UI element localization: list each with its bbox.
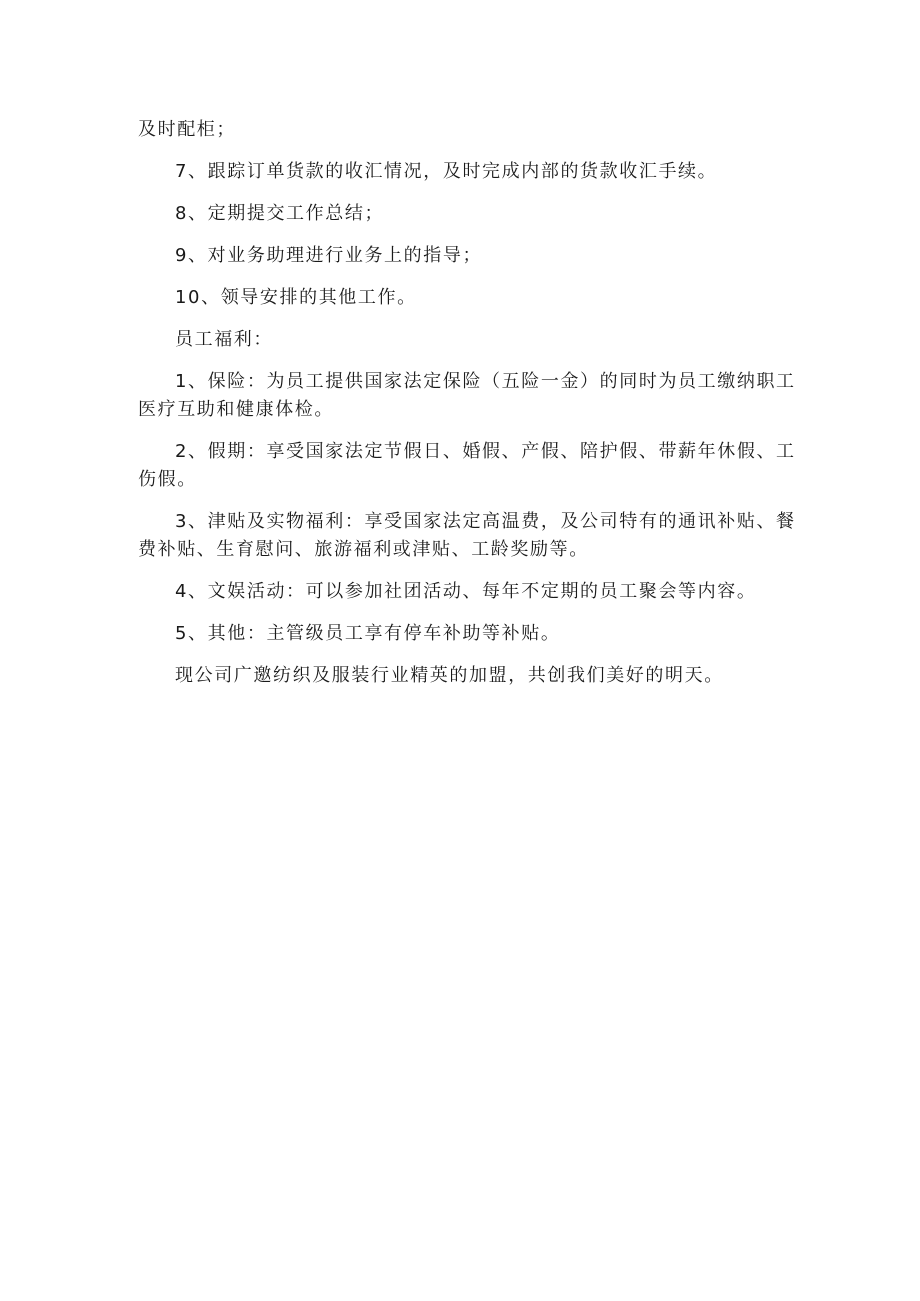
duty-item-10: 10、领导安排的其他工作。 bbox=[175, 287, 417, 308]
duty-item-7: 7、跟踪订单货款的收汇情况，及时完成内部的货款收汇手续。 bbox=[175, 161, 718, 182]
benefit-item-2: 2、假期：享受国家法定节假日、婚假、产假、陪护假、带薪年休假、工伤假。 bbox=[138, 441, 796, 490]
benefits-heading: 员工福利： bbox=[175, 329, 273, 350]
duty-item-9: 9、对业务助理进行业务上的指导； bbox=[175, 245, 483, 266]
duty-item-8: 8、定期提交工作总结； bbox=[175, 203, 385, 224]
closing-statement: 现公司广邀纺织及服装行业精英的加盟，共创我们美好的明天。 bbox=[175, 665, 724, 686]
benefit-item-5: 5、其他：主管级员工享有停车补助等补贴。 bbox=[175, 623, 561, 644]
benefit-item-1: 1、保险：为员工提供国家法定保险（五险一金）的同时为员工缴纳职工医疗互助和健康体检。 bbox=[138, 371, 796, 420]
paragraph-continuation: 及时配柜； bbox=[138, 119, 236, 140]
benefit-item-3: 3、津贴及实物福利：享受国家法定高温费，及公司特有的通讯补贴、餐费补贴、生育慰问、旅游福利或津贴、工龄奖励等。 bbox=[138, 511, 796, 560]
benefit-item-4: 4、文娱活动：可以参加社团活动、每年不定期的员工聚会等内容。 bbox=[175, 581, 757, 602]
document-body bbox=[138, 116, 810, 704]
